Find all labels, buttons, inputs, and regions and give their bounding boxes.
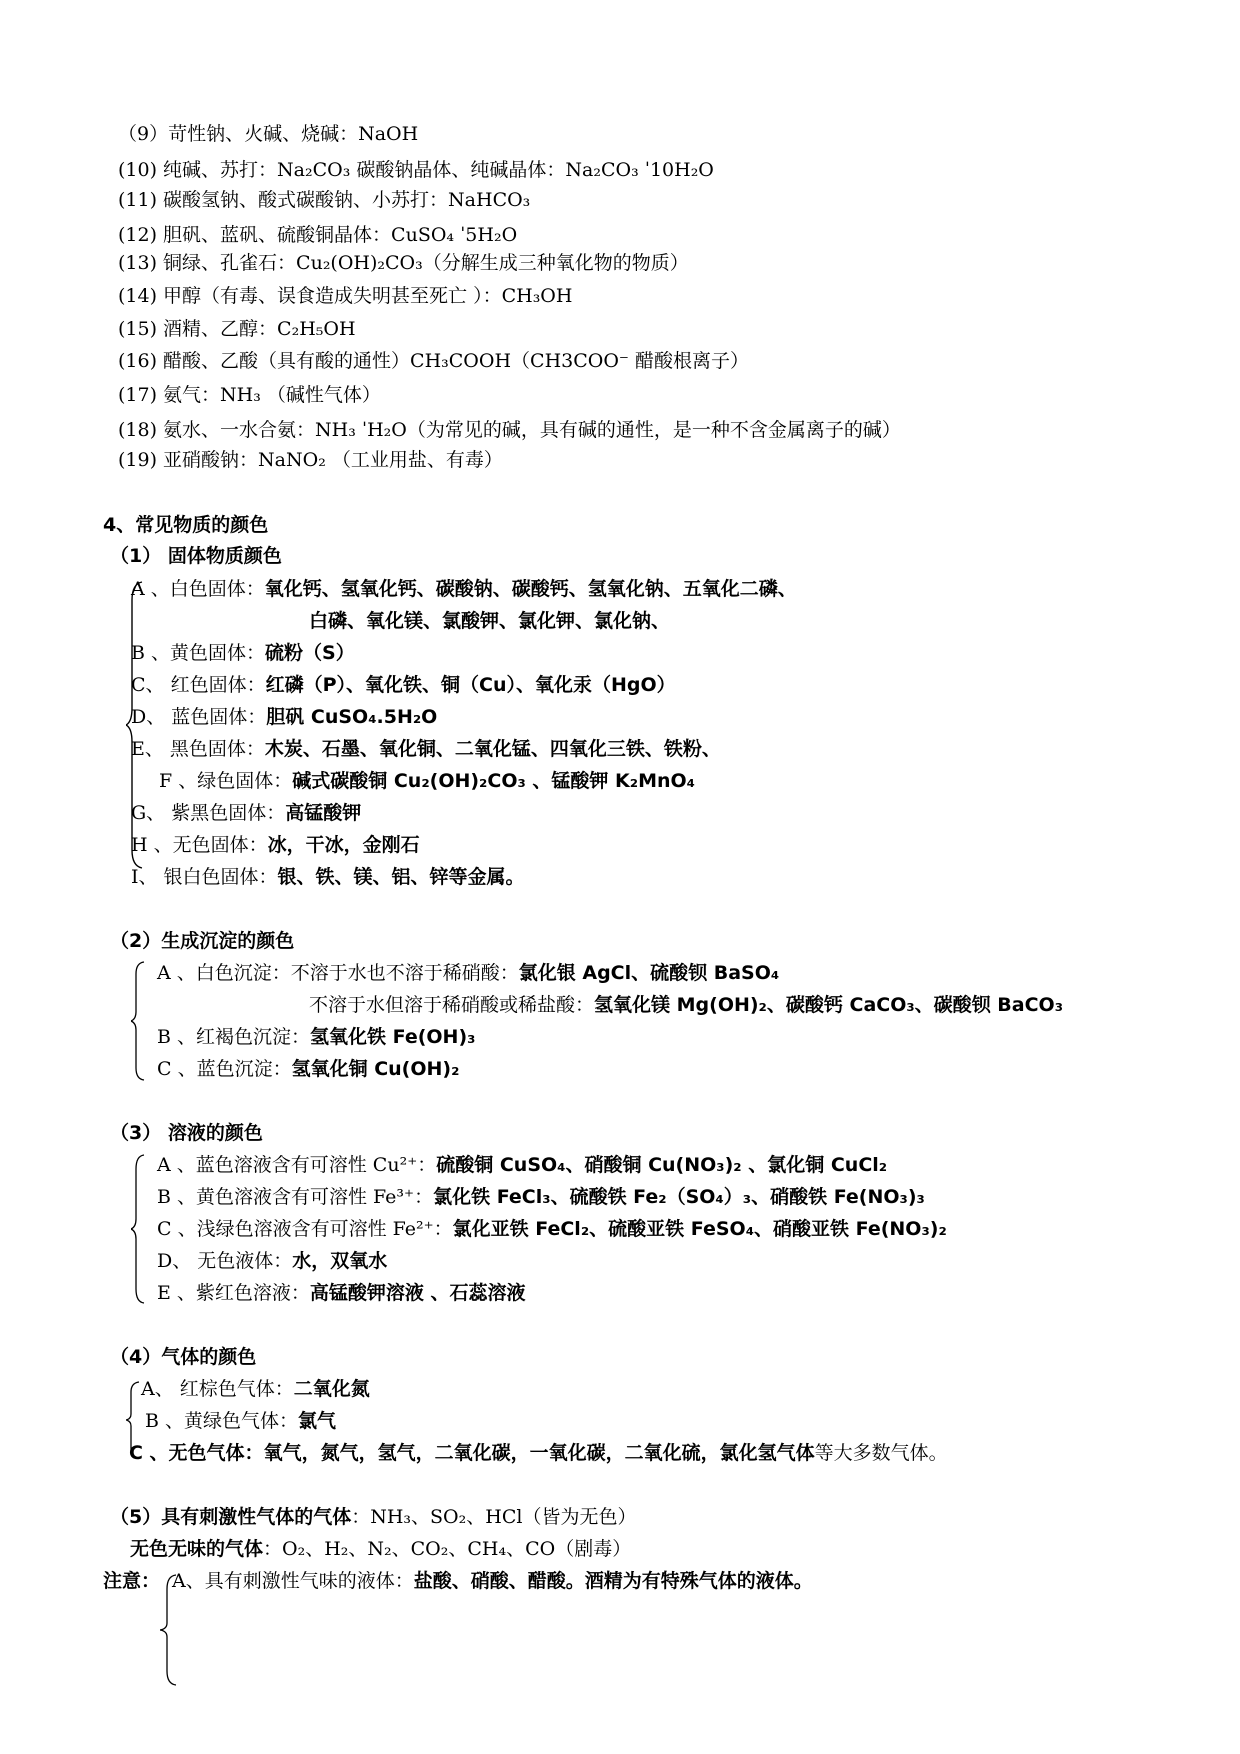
name-line-14: (14) 甲醇（有毒、误食造成失明甚至死亡 ）：CH₃OH bbox=[118, 285, 573, 307]
name-line-10: (10) 纯碱、苏打：Na₂CO₃ 碳酸钠晶体、纯碱晶体：Na₂CO₃ ˈ10H₂O bbox=[118, 159, 714, 181]
name-line-12: (12) 胆矾、蓝矾、硫酸铜晶体：CuSO₄ ˈ5H₂O bbox=[118, 224, 518, 246]
solid-item-a: A 、白色固体：氧化钙、氢氧化钙、碳酸钠、碳酸钙、氢氧化钠、五氧化二磷、 bbox=[131, 578, 797, 600]
solid-item-h: H 、无色固体：冰，干冰，金刚石 bbox=[131, 834, 420, 856]
solid-item-b: B 、黄色固体：硫粉（S） bbox=[131, 642, 355, 664]
solution-item-c: C 、浅绿色溶液含有可溶性 Fe²⁺：氯化亚铁 FeCl₂、硫酸亚铁 FeSO₄、硝酸亚铁 Fe(NO₃)₂ bbox=[157, 1218, 947, 1240]
precipitate-item-c: C 、蓝色沉淀：氢氧化铜 Cu(OH)₂ bbox=[157, 1058, 460, 1080]
solid-item-g: G、 紫黑色固体：高锰酸钾 bbox=[131, 802, 362, 824]
solid-heading: （1） 固体物质颜色 bbox=[110, 545, 282, 567]
solution-item-b: B 、黄色溶液含有可溶性 Fe³⁺：氯化铁 FeCl₃、硫酸铁 Fe₂（SO₄）₃、硝酸铁 Fe(NO₃)₃ bbox=[157, 1186, 925, 1208]
precipitate-item-b: B 、红褐色沉淀：氢氧化铁 Fe(OH)₃ bbox=[157, 1026, 476, 1048]
name-line-9: （9）苛性钠、火碱、烧碱：NaOH bbox=[118, 123, 419, 145]
section-title: 4、常见物质的颜色 bbox=[103, 514, 269, 536]
solid-item-i: I、 银白色固体：银、铁、镁、铝、锌等金属。 bbox=[131, 866, 525, 888]
solution-heading: （3） 溶液的颜色 bbox=[110, 1122, 263, 1144]
precipitate-item-a2: 不溶于水但溶于稀硝酸或稀盐酸：氢氧化镁 Mg(OH)₂、碳酸钙 CaCO₃、碳酸钡 BaCO₃ bbox=[309, 994, 1064, 1016]
pungent-line-1: （5）具有刺激性气体的气体：NH₃、SO₂、HCl（皆为无色） bbox=[110, 1506, 637, 1528]
name-line-17: (17) 氨气：NH₃ （碱性气体） bbox=[118, 384, 381, 406]
solid-item-f: F 、绿色固体：碱式碳酸铜 Cu₂(OH)₂CO₃ 、锰酸钾 K₂MnO₄ bbox=[159, 770, 695, 792]
solid-item-a-cont: 白磷、氧化镁、氯酸钾、氯化钾、氯化钠、 bbox=[309, 610, 671, 632]
name-line-19: (19) 亚硝酸钠：NaNO₂ （工业用盐、有毒） bbox=[118, 449, 503, 471]
solution-item-d: D、 无色液体：水，双氧水 bbox=[157, 1250, 388, 1272]
name-line-15: (15) 酒精、乙醇：C₂H₅OH bbox=[118, 318, 356, 340]
solid-item-c: C、 红色固体：红磷（P）、氧化铁、铜（Cu）、氧化汞（HgO） bbox=[131, 674, 676, 696]
solid-item-e: E、 黑色固体：木炭、石墨、氧化铜、二氧化锰、四氧化三铁、铁粉、 bbox=[131, 738, 721, 760]
name-line-16: (16) 醋酸、乙酸（具有酸的通性）CH₃COOH（CH3COO⁻ 醋酸根离子） bbox=[118, 350, 749, 372]
name-line-18: (18) 氨水、一水合氨：NH₃ ˈH₂O（为常见的碱，具有碱的通性，是一种不含金属离子的碱） bbox=[118, 419, 901, 441]
precipitate-item-a: A 、白色沉淀：不溶于水也不溶于稀硝酸：氯化银 AgCl、硫酸钡 BaSO₄ bbox=[157, 962, 780, 984]
solution-brace bbox=[131, 1153, 147, 1305]
gas-item-a: A、 红棕色气体：二氧化氮 bbox=[141, 1378, 370, 1400]
note-line: 注意： A、具有刺激性气味的液体：盐酸、硝酸、醋酸。酒精为有特殊气体的液体。 bbox=[103, 1570, 813, 1592]
solution-item-a: A 、蓝色溶液含有可溶性 Cu²⁺：硫酸铜 CuSO₄、硝酸铜 Cu(NO₃)₂ 、氯化铜 CuCl₂ bbox=[157, 1154, 888, 1176]
name-line-13: (13) 铜绿、孔雀石：Cu₂(OH)₂CO₃（分解生成三种氧化物的物质） bbox=[118, 252, 689, 274]
gas-item-b: B 、黄绿色气体：氯气 bbox=[145, 1410, 337, 1432]
gas-item-c: C 、无色气体：氧气，氮气，氢气，二氧化碳，一氧化碳，二氧化硫，氯化氢气体等大多数气体。 bbox=[129, 1442, 948, 1464]
note-brace bbox=[160, 1573, 180, 1687]
name-line-11: (11) 碳酸氢钠、酸式碳酸钠、小苏打：NaHCO₃ bbox=[118, 189, 531, 211]
solid-item-d: D、 蓝色固体：胆矾 CuSO₄.5H₂O bbox=[131, 706, 438, 728]
precipitate-brace bbox=[131, 960, 147, 1082]
gas-heading: （4）气体的颜色 bbox=[110, 1346, 257, 1368]
precipitate-heading: （2）生成沉淀的颜色 bbox=[110, 930, 295, 952]
pungent-line-2: 无色无味的气体：O₂、H₂、N₂、CO₂、CH₄、CO（剧毒） bbox=[130, 1538, 632, 1560]
solution-item-e: E 、紫红色溶液：高锰酸钾溶液 、石蕊溶液 bbox=[157, 1282, 526, 1304]
